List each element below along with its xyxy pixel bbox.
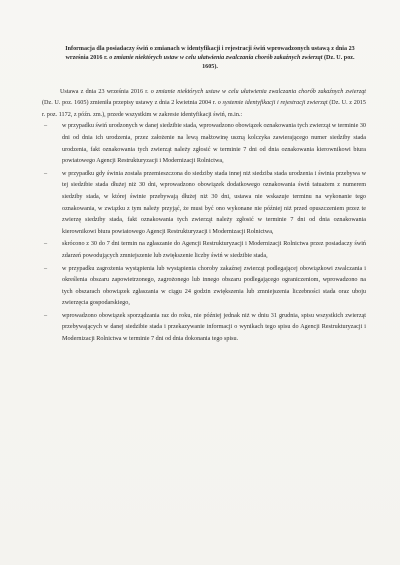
intro-text-3: (Dz. U. z 2015 r. poz. 1172, z późn. zm.), przede wszystkim w zakresie identyfikacji świń, m.in.: [42,100,366,118]
list-item: – w przypadku świń urodzonych w danej siedzibie stada, wprowadzono obowiązek oznakowania tych zwierząt w terminie 30 dni od dnia ich urodzenia, przez założenie na lewą małżowinę uszną kolczyka zawierającego numer siedziby stada urodzenia, fakt oznakowania tych zwierząt należy zgłosić w terminie 7 dni od dnia oznakowania kierownikowi biura powiatowego Agencji Restrukturyzacji i Modernizacji Rolnictwa, [42,121,366,167]
intro-text-1: Ustawa z dnia 23 września 2016 r. [60,88,151,95]
title-act-name: o zmianie niektórych ustaw w celu ułatwienia zwalczania chorób zakaźnych zwierząt [109,55,323,62]
list-item: – w przypadku gdy świnia została przemieszczona do siedziby stada innej niż siedziba stada urodzenia i świnia przebywa w tej siedzibie stada dłużej niż 30 dni, wprowadzono obowiązek dodatkowego oznakowania świń tatuażem z numerem siedziby stada, w której świnie przebywają dłużej niż 30 dni, ustawa nie wskazuje terminu na wykonanie tego oznakowania, w związku z tym należy przyjąć, że musi być ono wykonane nie później niż przed opuszczeniem przez te zwierzę siedziby stada, fakt oznakowania tych zwierząt należy zgłosić w terminie 7 dni od dnia oznakowania kierownikowi biura powiatowego Agencji Restrukturyzacji i Modernizacji Rolnictwa, [42,169,366,239]
intro-act-name-2: o systemie identyfikacji i rejestracji zwierząt [217,100,328,107]
title-text-end: (Dz. U. poz. 1605). [202,55,355,71]
document-title [62,45,358,73]
changes-list [42,121,366,345]
list-item: – wprowadzono obowiązek sporządzania raz do roku, nie później jednak niż w dniu 31 grudnia, spisu wszystkich zwierząt przebywających w danej siedzibie stada i przekazywanie informacji o wynikach tego spisu do Agencji Restrukturyzacji i Modernizacji Rolnictwa w terminie 7 dni od dnia dokonania tego spisu. [42,311,366,346]
title-text-start: Informacja dla posiadaczy świń o zmianach w identyfikacji i rejestracji świń wprowadzonych ustawą z dnia 23 września 2016 r. [65,46,355,62]
intro-text-2: (Dz. U. poz. 1605) zmieniła przepisy ustawy z dnia 2 kwietnia 2004 r. [42,100,218,107]
list-item: – w przypadku zagrożenia wystąpienia lub wystąpienia choroby zakaźnej zwierząt podlegającej obowiązkowi zwalczania i określenia obszaru zapowietrzonego, zagrożonego lub innego obszaru podlegającego ograniczeniom, wprowadzono na tych obszarach obowiązek zgłaszania w ciągu 24 godzin zwiększenia lub zmniejszenia liczebności stada oraz uboju zwierzęcia gospodarskiego, [42,264,366,310]
list-item: – skrócono z 30 do 7 dni termin na zgłaszanie do Agencji Restrukturyzacji i Modernizacji Rolnictwa przez posiadaczy świń zdarzeń powodujących zmniejszenie lub zwiększenie liczby świń w siedzibie stada, [42,239,366,262]
intro-paragraph [42,87,366,122]
intro-act-name-1: o zmianie niektórych ustaw w celu ułatwienia zwalczania chorób zakaźnych zwierząt [150,88,366,95]
